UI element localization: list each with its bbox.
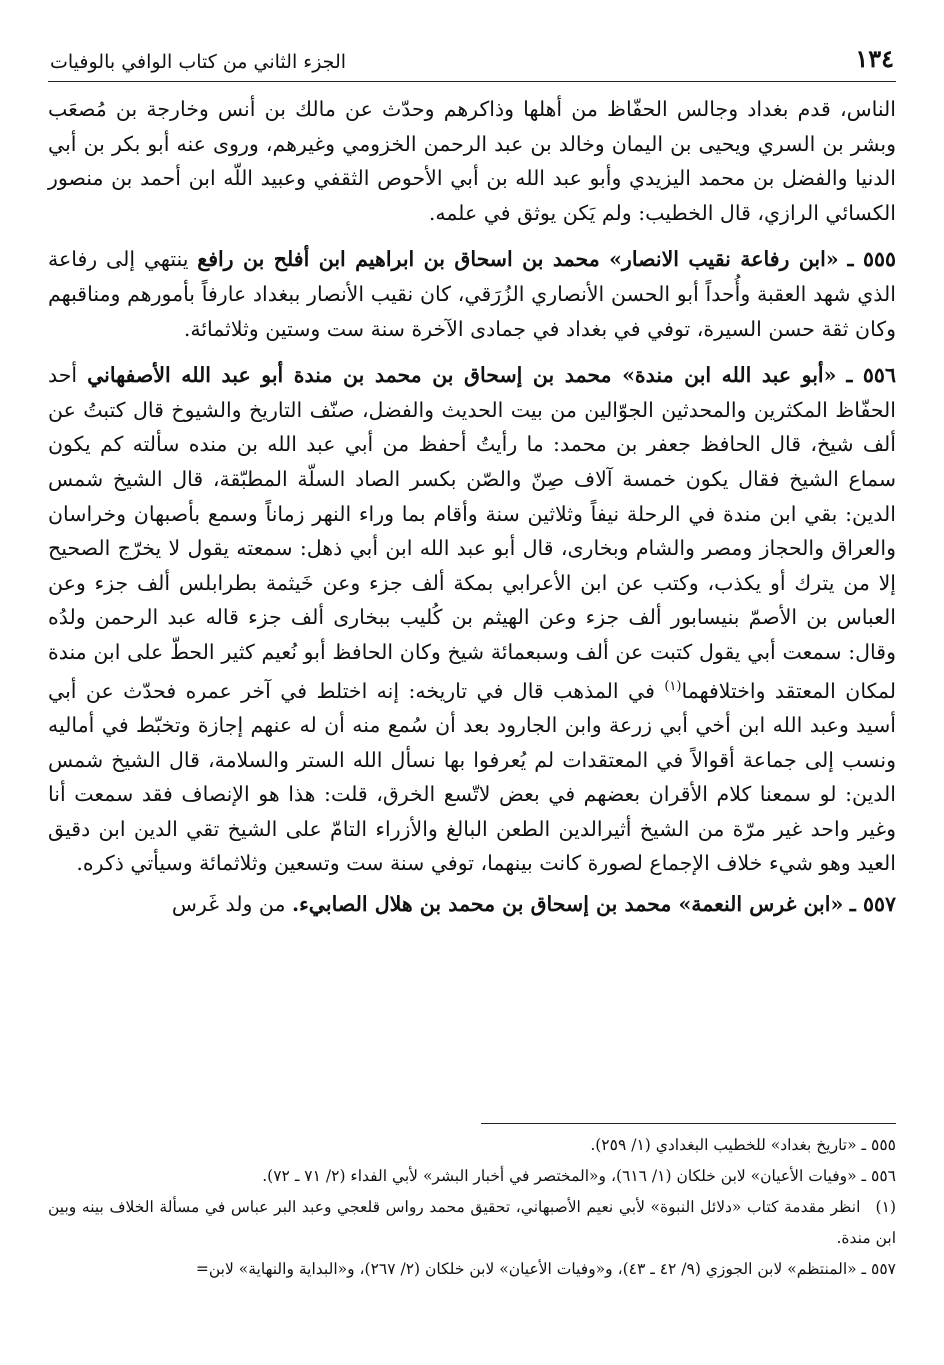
footnote-label: (١) [875,1198,896,1216]
footnotes [48,1123,896,1285]
footnote-label: ٥٥٧ ـ [861,1260,896,1278]
footnote-item [48,1130,896,1161]
entry-number: ٥٥٧ ـ [849,891,896,916]
entry-heading: «ابن غرس النعمة» محمد بن إسحاق بن محمد بن هلال الصابيء. [292,891,844,916]
entry-text: من ولد غَرس [171,891,286,916]
footnote-text: «المنتظم» لابن الجوزي (٩/ ٤٢ ـ ٤٣)، و«وفيات الأعيان» لابن خلكان (٢/ ٢٦٧)، و«البداية والنهاية» لابن= [195,1260,857,1278]
running-title: الجزء الثاني من كتاب الوافي بالوفيات [50,51,347,73]
entry-557 [48,887,896,922]
page-header [48,38,896,82]
entry-heading: «أبو عبد الله ابن مندة» محمد بن إسحاق بن محمد بن مندة أبو عبد الله الأصفهاني [87,363,837,388]
intro-paragraph: الناس، قدم بغداد وجالس الحفّاظ من أهلها وذاكرهم وحدّث عن مالك بن أنس وخارجة بن مُصعَب وبشر بن السري ويحيى بن اليمان وخالد بن عبد الرحمن الخزومي وغيرهم، وروى عنه أبو بكر بن أبي الدنيا والفضل بن محمد اليزيدي وأبو عبد الله بن أبي الأحوص الثقفي وعبيد اللّه ابن أحمد بن منصور الكسائي الرازي، قال الخطيب: ولم يَكن يوثق في علمه. [48,97,896,225]
footnote-text: «وفيات الأعيان» لابن خلكان (١/ ٦١٦)، و«المختصر في أخبار البشر» لأبي الفداء (٢/ ٧١ ـ ٧٢). [262,1167,857,1185]
footnote-divider [481,1123,896,1124]
entry-text: ينتهي إلى رفاعة الذي شهد العقبة وأُحداً أبو الحسن الأنصاري الزُرَقي، كان نقيب الأنصار ببغداد عارفاً بأمورهم ومناقبهم وكان ثقة حسن السيرة، توفي في بغداد في جمادى الآخرة سنة ست وستين وثلاثمائة. [48,247,896,341]
entry-text-continued: في المذهب قال في تاريخه: إنه اختلط في آخر عمره فحدّث عن أبي أسيد وعبد الله ابن أخي أبي زرعة وابن الجارود بعد أن سُمع منه أن له عنهم إجازة وتخبّط في أماليه ونسب إلى جماعة أقوالاً في المعتقدات لم يُعرفوا بها نسأل الله الستر والسلامة، قال الشيخ شمس الدين: لو سمعنا كلام الأقران بعضهم في بعض لاتّسع الخرق، قلت: هذا هو الإنصاف فقد سمعت أنا وغير واحد غير مرّة من الشيخ أثيرالدين الطعن البالغ والأزراء التامّ على الشيخ تقي الدين ابن دقيق العيد وهو شيء خلاف الإجماع لصورة كانت بينهما، توفي سنة ست وتسعين وثلاثمائة وسيأتي ذكره. [48,678,896,876]
main-text [48,92,896,921]
entry-556 [48,358,896,881]
entry-555 [48,242,896,346]
footnote-text: «تاريخ بغداد» للخطيب البغدادي (١/ ٢٥٩). [590,1136,857,1154]
footnote-text: انظر مقدمة كتاب «دلائل النبوة» لأبي نعيم الأصبهاني، تحقيق محمد رواس قلعجي وعبد البر عباس في مسألة الخلاف بينه وبين ابن مندة. [48,1198,896,1247]
entry-number: ٥٥٥ ـ [847,247,896,272]
footnote-item [48,1254,896,1285]
entry-heading: «ابن رفاعة نقيب الانصار» محمد بن اسحاق بن ابراهيم ابن أفلح بن رافع [197,247,839,272]
footnote-item [48,1192,896,1254]
footnote-item [48,1161,896,1192]
footnote-marker: (١) [664,678,682,694]
footnote-label: ٥٥٥ ـ [861,1136,896,1154]
entry-number: ٥٥٦ ـ [846,363,896,388]
entry-text: أحد الحفّاظ المكثرين والمحدثين الجوّالين من بيت الحديث والفضل، صنّف التاريخ والشيوخ قال كتبتُ عن ألف شيخ، قال الحافظ جعفر بن محمد: ما رأيتُ أحفظ من أبي عبد الله بن منده سألته كم يكون سماع الشيخ فقال يكون خمسة آلاف صِنّ والصّن بكسر الصاد السلّة المطبّقة، قال الشيخ شمس الدين: بقي ابن مندة في الرحلة نيفاً وثلاثين سنة وأقام بما وراء النهر زماناً وسمع بأصبهان وخراسان والعراق والحجاز ومصر والشام وبخارى، قال أبو عبد الله ابن أبي ذهل: سمعته يقول لا يخرّج الصحيح إلا من يترك أو يكذب، وكتب عن ابن الأعرابي بمكة ألف جزء وعن خَيثمة بطرابلس ألف جزء وعن العباس بن الأصمّ بنيسابور ألف جزء وعن الهيثم بن كُليب ببخارى ألف جزء قاله عبد الرحمن ولدُه وقال: سمعت أبي يقول كتبت عن ألف وسبعمائة شيخ وكان الحافظ أبو نُعيم كثير الحطّ على ابن مندة لمكان المعتقد واختلافهما [48,363,896,703]
footnote-label: ٥٥٦ ـ [861,1167,896,1185]
page-number: ١٣٤ [855,44,894,73]
